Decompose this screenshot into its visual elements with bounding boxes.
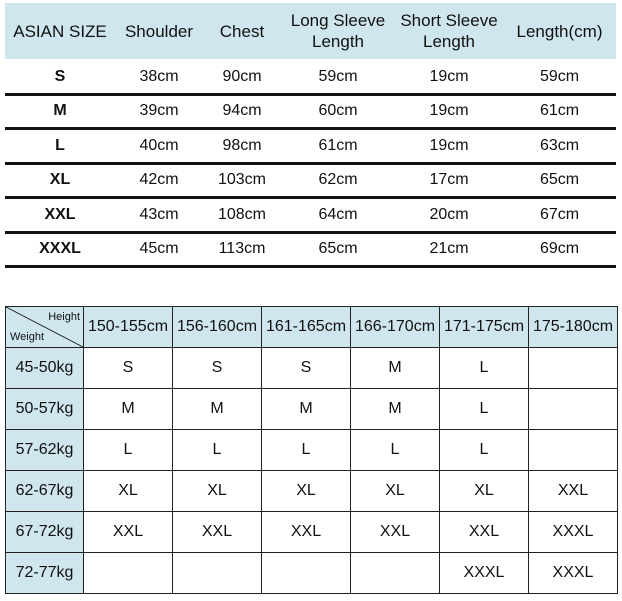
size-table-body <box>5 59 616 268</box>
chest-value: 113cm <box>218 240 266 258</box>
long-sleeve-value: 59cm <box>318 67 358 85</box>
chest-value: 103cm <box>217 171 267 189</box>
table-row <box>5 234 616 269</box>
size-cell: XXXL <box>529 553 618 594</box>
size-cell: L <box>440 348 529 389</box>
table-row <box>5 199 616 234</box>
size-cell <box>173 553 262 594</box>
size-cell: XL <box>173 471 262 512</box>
size-label: XXL <box>44 205 76 223</box>
height-range-header: 156-160cm <box>173 307 262 348</box>
size-label: S <box>54 67 66 85</box>
length-value: 67cm <box>539 205 580 223</box>
chest-value: 90cm <box>222 67 262 85</box>
size-cell: M <box>351 389 440 430</box>
shoulder-value: 45cm <box>139 240 179 258</box>
size-cell <box>529 389 618 430</box>
header-short-sleeve-length: Short Sleeve Length <box>400 11 498 51</box>
short-sleeve-value: 17cm <box>429 171 469 189</box>
chest-value: 108cm <box>217 205 267 223</box>
size-cell: XXL <box>84 512 173 553</box>
short-sleeve-value: 19cm <box>429 102 469 120</box>
shoulder-value: 39cm <box>139 102 179 120</box>
shoulder-value: 40cm <box>139 136 179 154</box>
size-cell: L <box>173 430 262 471</box>
size-cell <box>529 430 618 471</box>
fit-table-header <box>6 307 618 348</box>
size-cell: XXXL <box>529 512 618 553</box>
height-range-header: 175-180cm <box>529 307 618 348</box>
table-row <box>5 130 616 165</box>
size-cell <box>262 553 351 594</box>
weight-range: 72-77kg <box>6 553 84 594</box>
length-value: 69cm <box>539 240 580 258</box>
weight-range: 67-72kg <box>6 512 84 553</box>
length-value: 65cm <box>539 171 580 189</box>
size-cell: S <box>84 348 173 389</box>
header-long-sleeve-length: Long Sleeve Length <box>290 11 386 51</box>
size-cell: L <box>84 430 173 471</box>
shoulder-value: 38cm <box>139 67 179 85</box>
weight-range: 57-62kg <box>6 430 84 471</box>
size-cell: L <box>351 430 440 471</box>
size-measurement-table <box>5 3 616 268</box>
height-range-header: 166-170cm <box>351 307 440 348</box>
size-cell: M <box>262 389 351 430</box>
size-cell: L <box>262 430 351 471</box>
long-sleeve-value: 65cm <box>318 240 358 258</box>
long-sleeve-value: 61cm <box>318 136 358 154</box>
short-sleeve-value: 19cm <box>429 67 469 85</box>
size-cell: M <box>84 389 173 430</box>
size-label: XL <box>49 171 71 189</box>
short-sleeve-value: 21cm <box>429 240 469 258</box>
size-cell: XXXL <box>440 553 529 594</box>
shoulder-value: 42cm <box>139 171 179 189</box>
table-row <box>6 471 618 512</box>
table-row <box>6 430 618 471</box>
size-cell <box>529 348 618 389</box>
size-cell: L <box>440 430 529 471</box>
short-sleeve-value: 20cm <box>429 205 469 223</box>
height-weight-fit-table <box>5 306 618 594</box>
shoulder-value: 43cm <box>139 205 179 223</box>
size-cell: S <box>262 348 351 389</box>
size-cell: XXL <box>351 512 440 553</box>
header-shoulder: Shoulder <box>124 21 194 41</box>
chest-value: 94cm <box>222 102 262 120</box>
table-row <box>6 389 618 430</box>
weight-range: 45-50kg <box>6 348 84 389</box>
size-cell: S <box>173 348 262 389</box>
size-cell: XXL <box>173 512 262 553</box>
height-range-header: 171-175cm <box>440 307 529 348</box>
size-cell: XL <box>262 471 351 512</box>
size-cell <box>351 553 440 594</box>
chest-value: 98cm <box>222 136 262 154</box>
height-range-header: 161-165cm <box>262 307 351 348</box>
table-row <box>5 96 616 131</box>
size-cell: XXL <box>529 471 618 512</box>
weight-axis-label: Weight <box>10 331 45 343</box>
header-asian-size: ASIAN SIZE <box>13 21 107 41</box>
size-cell: XXL <box>262 512 351 553</box>
table-row <box>5 61 616 96</box>
header-length: Length(cm) <box>516 21 603 41</box>
header-chest: Chest <box>219 21 265 41</box>
size-label: L <box>55 136 65 154</box>
size-label: XXXL <box>39 240 81 258</box>
size-cell: XL <box>440 471 529 512</box>
size-cell: M <box>173 389 262 430</box>
size-label: M <box>53 102 67 120</box>
weight-range: 62-67kg <box>6 471 84 512</box>
table-row <box>5 165 616 200</box>
long-sleeve-value: 60cm <box>318 102 358 120</box>
size-cell: XL <box>84 471 173 512</box>
height-range-header: 150-155cm <box>84 307 173 348</box>
long-sleeve-value: 62cm <box>318 171 358 189</box>
corner-cell <box>6 307 84 348</box>
table-row <box>6 553 618 594</box>
height-axis-label: Height <box>48 311 80 323</box>
length-value: 61cm <box>539 102 580 120</box>
size-cell: XXL <box>440 512 529 553</box>
table-row <box>6 348 618 389</box>
size-cell: L <box>440 389 529 430</box>
short-sleeve-value: 19cm <box>429 136 469 154</box>
size-cell: M <box>351 348 440 389</box>
table-row <box>6 512 618 553</box>
weight-range: 50-57kg <box>6 389 84 430</box>
size-cell: XL <box>351 471 440 512</box>
size-cell <box>84 553 173 594</box>
length-value: 63cm <box>539 136 580 154</box>
length-value: 59cm <box>539 67 580 85</box>
long-sleeve-value: 64cm <box>318 205 358 223</box>
size-table-header <box>5 3 616 59</box>
